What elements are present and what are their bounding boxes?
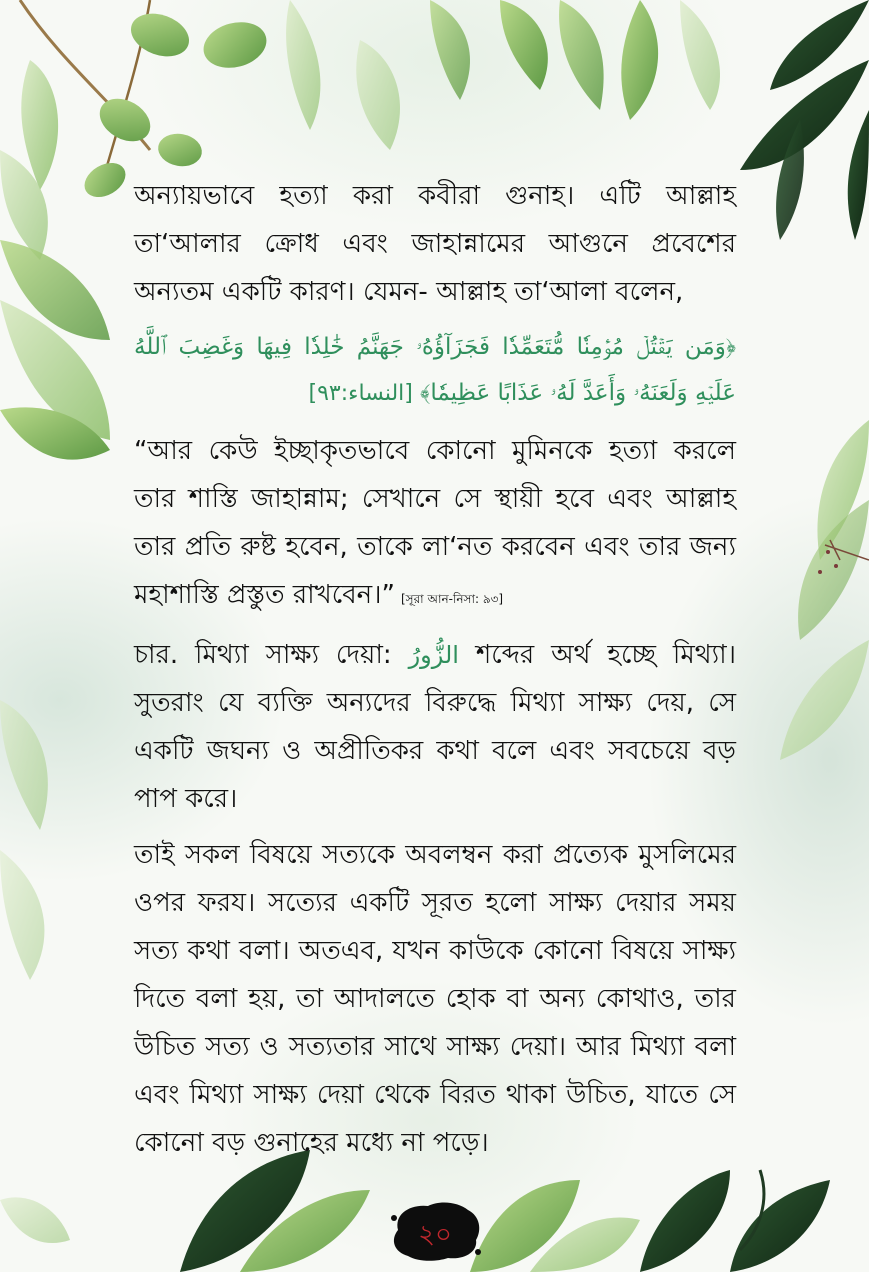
- translation-reference: [সূরা আন-নিসা: ৯৩]: [400, 592, 504, 606]
- truth-paragraph: তাই সকল বিষয়ে সত্যকে অবলম্বন করা প্রত্যেক মুসলিমের ওপর ফরয। সত্যের একটি সূরত হলো সাক্ষ্য দেয়ার সময় সত্য কথা বলা। অতএব, যখন কাউকে কোনো বিষয়ে সাক্ষ্য দিতে বলা হয়, তা আদালতে হোক বা অন্য কোথাও, তার উচিত সত্য ও সত্যতার সাথে সাক্ষ্য দেয়া। আর মিথ্যা বলা এবং মিথ্যা সাক্ষ্য দেয়া থেকে বিরত থাকা উচিত, যাতে সে কোনো বড় গুনাহের মধ্যে না পড়ে।: [134, 840, 736, 1158]
- quran-verse: [134, 324, 736, 417]
- intro-paragraph: অন্যায়ভাবে হত্যা করা কবীরা গুনাহ। এটি আল্লাহ তা‘আলার ক্রোধ এবং জাহান্নামের আগুনে প্রবেশের অন্যতম একটি কারণ। যেমন- আল্লাহ তা‘আলা বলেন,: [134, 181, 736, 307]
- page-number-badge: [388, 1200, 482, 1262]
- translation-text: “আর কেউ ইচ্ছাকৃতভাবে কোনো মুমিনকে হত্যা করলে তার শাস্তি জাহান্নাম; সেখানে সে স্থায়ী হবে এবং আল্লাহ তার প্রতি রুষ্ট হবেন, তাকে লা‘নত করবেন এবং তার জন্য মহাশাস্তি প্রস্তুত রাখবেন।”: [134, 436, 736, 610]
- false-witness-text: শব্দের অর্থ হচ্ছে মিথ্যা। সুতরাং যে ব্যক্তি অন্যদের বিরুদ্ধে মিথ্যা সাক্ষ্য দেয়, সে একটি জঘন্য ও অপ্রীতিকর কথা বলে এবং সবচেয়ে বড় পাপ করে।: [134, 640, 737, 814]
- quran-verse-text: ﴿وَمَن يَقۡتُلۡ مُؤۡمِنٗا مُّتَعَمِّدٗا فَجَزَآؤُهُۥ جَهَنَّمُ خَٰلِدٗا فِيهَا وَغَضِبَ ٱللَّهُ عَلَيۡهِ وَلَعَنَهُۥ وَأَعَدَّ لَهُۥ عَذَابًا عَظِيمٗا﴾: [134, 334, 736, 406]
- quran-reference: [النساء:٩٣]: [308, 381, 413, 406]
- page-content: [134, 172, 736, 1167]
- translation-paragraph: [134, 427, 736, 623]
- false-witness-paragraph: [134, 631, 736, 823]
- false-witness-heading: চার. মিথ্যা সাক্ষ্য দেয়া:: [134, 640, 392, 670]
- page-number: ২০: [418, 1220, 452, 1250]
- arabic-word-zur: الزُّورُ: [408, 641, 459, 669]
